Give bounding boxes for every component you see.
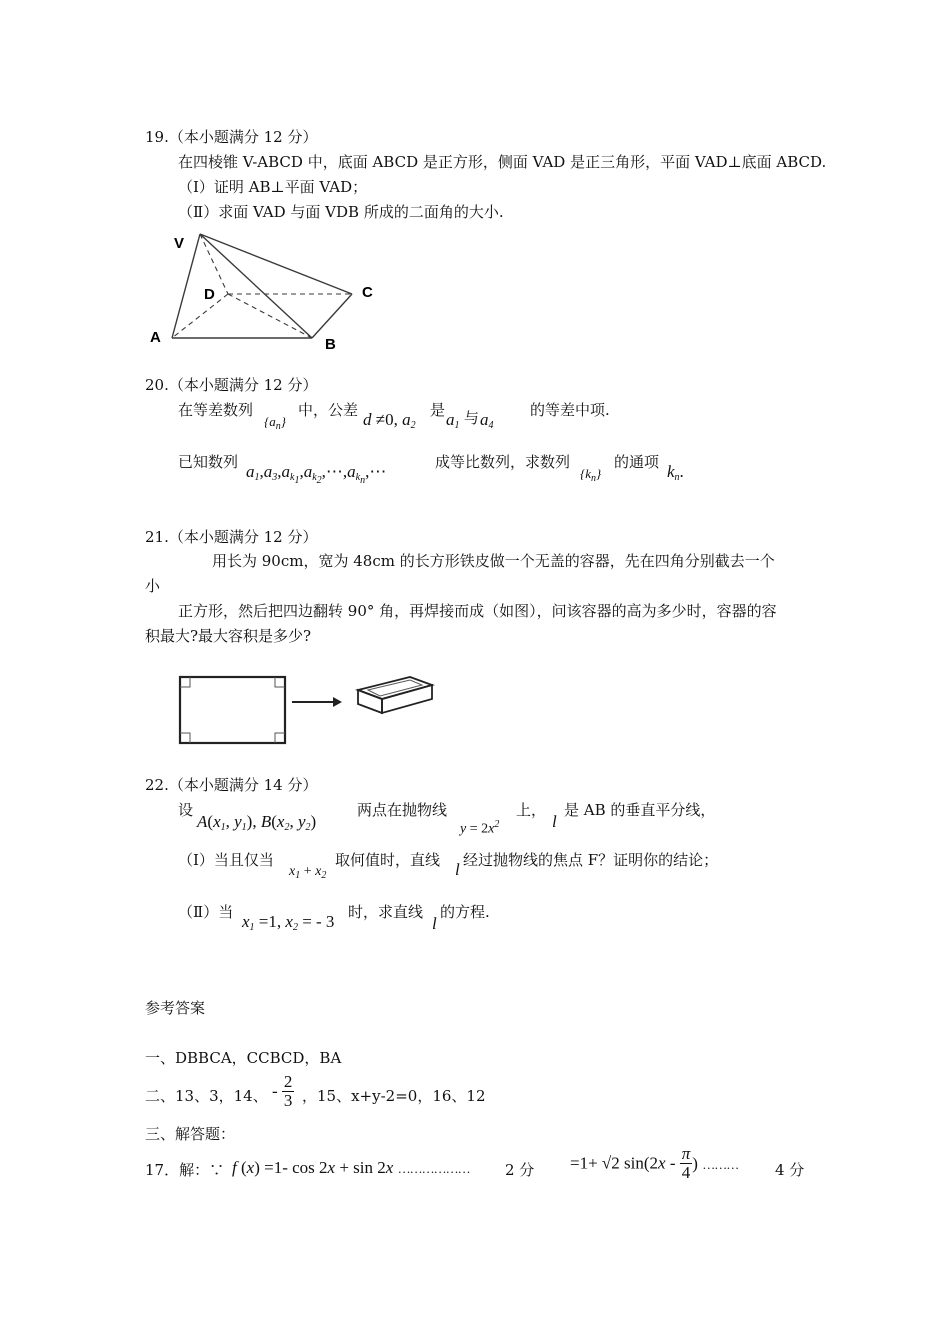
q19-header: 19.（本小题满分 12 分）: [145, 128, 318, 146]
q20-formula-kn: $k_n$.: [667, 462, 684, 483]
q20-formula-d: d ≠0, $a_2$: [363, 410, 416, 431]
q22-symbol-l-2: l: [455, 860, 460, 879]
pyramid-figure: [140, 222, 390, 357]
q22-line1-c: 上，: [516, 801, 547, 819]
answers-title: 参考答案: [145, 999, 206, 1017]
q20-line1-e: 的等差中项.: [530, 401, 610, 419]
q17-formula-2: =1+ √2 sin(2x - $\frac{\pi}{4}$ ) ………: [570, 1144, 739, 1182]
answers-fraction: - $\frac{2}{3}$: [272, 1072, 293, 1110]
vertex-label-v: V: [174, 235, 185, 252]
q20-formula-a4: $a_4$: [480, 410, 494, 431]
q22-formula-values: $x_1 =1$, $x_2$ = - 3: [242, 912, 335, 933]
q22-line1-b: 两点在抛物线: [357, 801, 448, 819]
vertex-label-c: C: [362, 284, 373, 301]
q22-part1-c: 经过抛物线的焦点 F？证明你的结论；: [463, 851, 719, 869]
q20-line2-a: 已知数列: [178, 453, 239, 471]
q20-formula-seq: $a_1,a_3,a_{k_1},a_{k_2},\cdots,a_{k_n},\cdots$: [246, 462, 387, 486]
q17-score-2: 4 分: [775, 1161, 805, 1179]
answers-part1: 一、DBBCA，CCBCD，BA: [145, 1049, 342, 1067]
q22-symbol-l-3: l: [432, 914, 437, 933]
q20-line1-d: 与: [464, 409, 480, 427]
q22-line1-a: 设: [178, 801, 194, 819]
q17-formula-1: f (x) =1- cos 2x + sin 2x ………………: [232, 1158, 470, 1177]
answers-part2-b: ，15、x+y-2=0，16、12: [302, 1087, 486, 1105]
q20-line1-b: 中，公差: [298, 401, 359, 419]
q20-formula-a1: $a_1$: [446, 410, 460, 431]
answers-part2-a: 二、13、3，14、: [145, 1087, 268, 1105]
q21-line2: 正方形，然后把四边翻转 90° 角，再焊接而成（如图），问该容器的高为多少时，容器的容: [178, 602, 777, 620]
q22-line1-d: 是 AB 的垂直平分线，: [564, 801, 716, 819]
q22-part1-a: （Ⅰ）当且仅当: [178, 851, 274, 869]
vertex-label-b: B: [325, 336, 336, 353]
q21-line3: 积最大?最大容积是多少?: [145, 627, 312, 645]
q22-part1-b: 取何值时，直线: [335, 851, 441, 869]
q22-formula-sum: $x_1 + x_2$: [289, 864, 327, 881]
q20-seq-kn: $\{k_n\}$: [580, 466, 602, 484]
vertex-label-d: D: [204, 286, 215, 303]
q22-part2-b: 时，求直线: [348, 903, 424, 921]
q20-line2-b: 成等比数列，求数列: [435, 453, 571, 471]
q21-line1-wrap: 小: [145, 577, 161, 595]
q22-part2-c: 的方程.: [440, 903, 490, 921]
answers-part3: 三、解答题：: [145, 1125, 236, 1143]
q21-line1: 用长为 90cm，宽为 48cm 的长方形铁皮做一个无盖的容器，先在四角分别截去一个: [212, 552, 775, 570]
q22-header: 22.（本小题满分 14 分）: [145, 776, 318, 794]
q19-part2: （Ⅱ）求面 VAD 与面 VDB 所成的二面角的大小.: [178, 203, 504, 221]
q22-formula-points: $A(x_1$, $y_1$), $B(x_2$, $y_2$): [197, 812, 317, 833]
q17-score-1: 2 分: [505, 1161, 535, 1179]
q21-header: 21.（本小题满分 12 分）: [145, 528, 318, 546]
q19-part1: （Ⅰ）证明 AB⊥平面 VAD；: [178, 178, 368, 196]
q20-line1-c: 是: [430, 401, 446, 419]
sheet-and-box-figure: [170, 655, 445, 750]
q19-stem: 在四棱锥 V-ABCD 中，底面 ABCD 是正方形，侧面 VAD 是正三角形，平面 VAD⊥底面 ABCD.: [178, 153, 827, 171]
q22-part2-a: （Ⅱ）当: [178, 903, 234, 921]
q20-header: 20.（本小题满分 12 分）: [145, 376, 318, 394]
q20-seq-an: $\{a_n\}$: [264, 414, 286, 432]
vertex-label-a: A: [150, 329, 161, 346]
q20-line1-a: 在等差数列: [178, 401, 254, 419]
q20-line2-c: 的通项: [614, 453, 660, 471]
q17-label: 17．解：∵: [145, 1161, 225, 1179]
q22-symbol-l-1: l: [552, 812, 557, 831]
q22-formula-parabola: $y = 2x^2$: [460, 819, 500, 837]
